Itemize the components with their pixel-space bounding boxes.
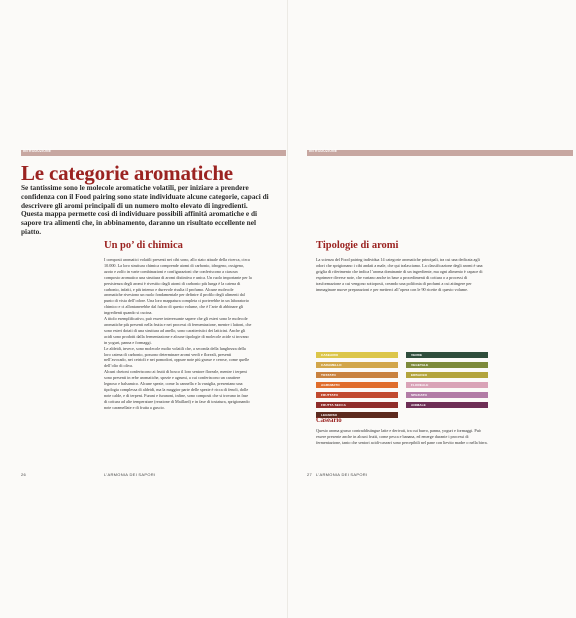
body-text-caseario: Questo aroma grasso contraddistingue latte e derivati, tra cui burro, panna, yogurt e formaggi. Può essere presente anche in alcuni frutti, come pesca e banana, ed emerge durante i processi di fermentazione, tanto che sentori acidi-caseari sono percepibili nel pane con lievito madre o nella birra. xyxy=(316,428,488,445)
aroma-swatch xyxy=(316,392,398,398)
right-page xyxy=(288,0,576,618)
aroma-swatch xyxy=(316,352,398,358)
aroma-swatch xyxy=(406,382,488,388)
section-title-chimica: Un po’ di chimica xyxy=(104,240,183,251)
body-paragraph: Alcuni chetoni conferiscono ai frutti di bosco il loro sentore floreale, mentre i terpeni sono presenti in erbe aromatiche, spezie e agrumi, a cui conferiscono un carattere legnoso e balsamico. Alcune spezie, come la cannella e la vaniglia, presentano una tipologia complessa di aldeidi, ma la maggior parte delle spezie è ricca di fenoli, dolle note calde, e di terpeni. Furani e furanoni, infine, sono composti che si trovano in fase di cottura ad alte temperature (reazione di Maillard) e in fase di tostatura, sprigionando note caramellate e di frutta a guscio. xyxy=(104,369,250,410)
body-text-tipologie: La scienza del Food pairing individua 14 categorie aromatiche principali, tra cui una dedicata agli odori che sprigionano i cibi andati a male, che qui tralasciamo. La classificazione degli aromi è una griglia di riferimento che indica l’aroma dominante di un ingrediente, ma ogni alimento è capace di esprimere diverse note, che variano anche in base a procedimenti di cottura o a processi di trasformazione a cui vengono sottoposti, creando una polifonia di profumi a cui attingere per immaginare nuove preparazioni e per metterci all’opera con le 90 ricette di questo volume. xyxy=(316,257,483,292)
subsection-title-caseario: Caseario xyxy=(316,417,342,424)
aroma-swatch xyxy=(316,402,398,408)
running-footer: L’ARMONIA DEI SAPORI xyxy=(104,472,156,477)
body-paragraph: A titolo esemplificativo, può essere interessante sapere che gli esteri sono le molecole aromatiche più presenti nella frutta e nei processi di fermentazione, mentre i lattoni, che sono esteri dotati di una struttura ad anello, sono caratteristici dei latticini. Anche gli acidi sono prodotti dalla fermentazione e alcune tipologie di molecole acide si trovano in yogurt, panna e formaggi. xyxy=(104,316,252,345)
body-text-chimica xyxy=(104,257,252,411)
aroma-label: CARAMELLO xyxy=(321,363,342,367)
running-footer: L’ARMONIA DEI SAPORI xyxy=(316,472,368,477)
aroma-label: ERBACEO xyxy=(411,373,428,377)
body-paragraph: Le aldeidi, invece, sono molecole molto volatili che, a seconda della lunghezza della loro catena di carbonio, possono determinare aromi verdi e floreali, presenti nell’avocado, nei cetrioli e nei pomodori, oppure note più grasse e cerose, come quelle dell’olio di oliva. xyxy=(104,345,250,369)
aroma-label: AGRUMATO xyxy=(321,383,340,387)
aroma-label: SPEZIATO xyxy=(411,393,427,397)
aroma-label: TOSTATO xyxy=(321,373,336,377)
aroma-label: FLOREALE xyxy=(411,383,429,387)
page-number: 26 xyxy=(21,472,27,477)
aroma-swatch xyxy=(316,382,398,388)
section-tag-bar xyxy=(21,150,286,156)
section-tag-label: INTRODUZIONE xyxy=(309,149,338,153)
aroma-label: FRUTTATO xyxy=(321,393,338,397)
aroma-label: CASEARIO xyxy=(321,353,339,357)
section-tag-bar xyxy=(307,150,573,156)
page-number: 27 xyxy=(307,472,313,477)
aroma-label: VEGETALE xyxy=(411,363,429,367)
section-tag-label: INTRODUZIONE xyxy=(23,149,52,153)
aroma-swatch xyxy=(316,362,398,368)
aroma-swatch xyxy=(406,402,488,408)
aroma-swatch xyxy=(406,372,488,378)
aroma-label: FRUTTA SECCA xyxy=(321,403,346,407)
page-title: Le categorie aromatiche xyxy=(21,161,233,185)
aroma-swatch xyxy=(406,352,488,358)
aroma-label: VERDE xyxy=(411,353,423,357)
section-title-tipologie: Tipologie di aromi xyxy=(316,240,399,251)
aroma-swatch xyxy=(406,392,488,398)
body-paragraph: I composti aromatici volatili presenti nei cibi sono, allo stato attuale della ricerca, circa 10.000. La loro struttura chimica comprende atomi di carbonio, idrogeno, ossigeno, azoto e zolfo in varie combinazioni e configurazioni che conferiscono a ciascun composto aromatico una struttura di aromi distintiva e unica. Un ruolo importante per la persistenza degli aromi è rivestito dagli atomi di carbonio più lunga è la catena di carbonio, infatti, e più intenso e durevole risulta il profumo. Alcune molecole aromatiche rivestono un ruolo fondamentale per definire il profilo degli alimenti dal punto di vista dell’odore. Una loro mappatura completa ci porterebbe in un laboratorio chimico e ci allontanerebbe dal fulcro di questo volume, che è l’arte di abbinare gli ingredienti quando si cucina. xyxy=(104,257,252,316)
aroma-label: LEGNOSO xyxy=(321,413,338,417)
aroma-swatch xyxy=(406,362,488,368)
aroma-label: ANIMALE xyxy=(411,403,426,407)
aroma-swatch xyxy=(316,372,398,378)
intro-paragraph: Se tantissime sono le molecole aromatiche volatili, per iniziare a prendere confidenza con il Food pairing sono state individuate alcune categorie, capaci di descrivere gli aromi principali di un numero molto elevato di ingredienti. Questa mappa permette così di individuare possibili affinità aromatiche e di sapore tra alimenti che, in abbinamento, daranno un risultato eccellente nel piatto. xyxy=(21,183,269,236)
